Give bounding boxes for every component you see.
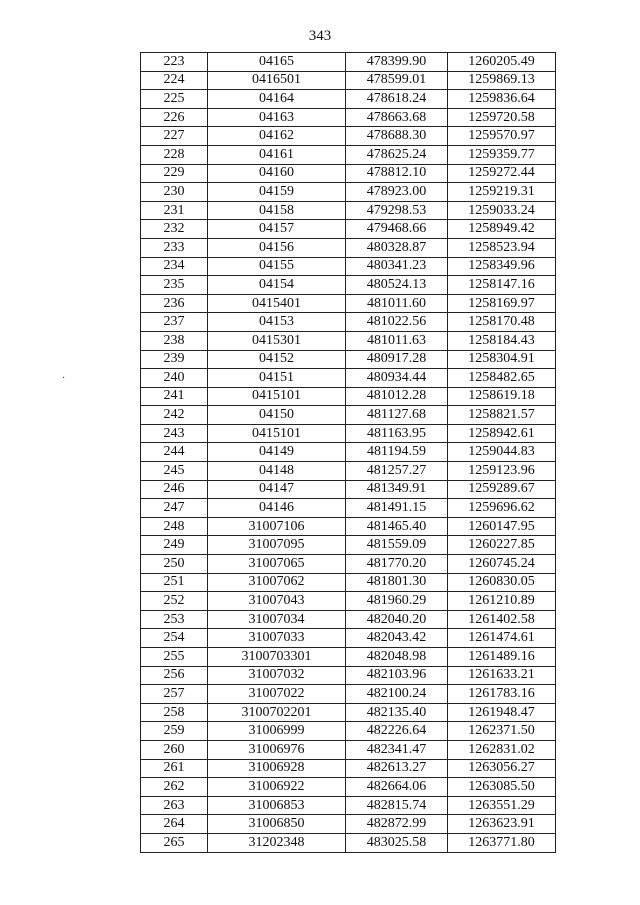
y-coordinate-cell: 1260205.49	[448, 53, 556, 72]
x-coordinate-cell: 481801.30	[346, 573, 448, 592]
x-coordinate-cell: 481022.56	[346, 313, 448, 332]
point-number-cell: 227	[141, 127, 208, 146]
point-number-cell: 232	[141, 220, 208, 239]
table-row	[141, 778, 556, 797]
point-id-cell: 31006999	[208, 722, 346, 741]
x-coordinate-cell: 482040.20	[346, 610, 448, 629]
y-coordinate-cell: 1258349.96	[448, 257, 556, 276]
x-coordinate-cell: 480934.44	[346, 369, 448, 388]
y-coordinate-cell: 1259696.62	[448, 499, 556, 518]
point-id-cell: 04160	[208, 164, 346, 183]
table-row	[141, 53, 556, 72]
table-row	[141, 183, 556, 202]
x-coordinate-cell: 478625.24	[346, 145, 448, 164]
point-id-cell: 04163	[208, 108, 346, 127]
y-coordinate-cell: 1259044.83	[448, 443, 556, 462]
x-coordinate-cell: 482341.47	[346, 740, 448, 759]
point-number-cell: 262	[141, 778, 208, 797]
point-id-cell: 04154	[208, 276, 346, 295]
table-row	[141, 517, 556, 536]
x-coordinate-cell: 481559.09	[346, 536, 448, 555]
point-id-cell: 31006853	[208, 796, 346, 815]
y-coordinate-cell: 1259836.64	[448, 90, 556, 109]
table-row	[141, 276, 556, 295]
x-coordinate-cell: 478399.90	[346, 53, 448, 72]
point-number-cell: 253	[141, 610, 208, 629]
stray-mark: ·	[62, 373, 66, 384]
point-number-cell: 225	[141, 90, 208, 109]
point-number-cell: 258	[141, 703, 208, 722]
table-row	[141, 629, 556, 648]
y-coordinate-cell: 1261489.16	[448, 648, 556, 667]
x-coordinate-cell: 478663.68	[346, 108, 448, 127]
point-id-cell: 0415301	[208, 331, 346, 350]
x-coordinate-cell: 481960.29	[346, 592, 448, 611]
point-id-cell: 04150	[208, 406, 346, 425]
table-row	[141, 480, 556, 499]
table-row	[141, 387, 556, 406]
table-row	[141, 648, 556, 667]
point-number-cell: 231	[141, 201, 208, 220]
x-coordinate-cell: 478618.24	[346, 90, 448, 109]
x-coordinate-cell: 483025.58	[346, 833, 448, 852]
y-coordinate-cell: 1258184.43	[448, 331, 556, 350]
y-coordinate-cell: 1263056.27	[448, 759, 556, 778]
coordinates-table	[140, 52, 556, 853]
y-coordinate-cell: 1258169.97	[448, 294, 556, 313]
point-id-cell: 04147	[208, 480, 346, 499]
x-coordinate-cell: 481011.63	[346, 331, 448, 350]
point-number-cell: 223	[141, 53, 208, 72]
point-number-cell: 234	[141, 257, 208, 276]
point-id-cell: 31007033	[208, 629, 346, 648]
y-coordinate-cell: 1259289.67	[448, 480, 556, 499]
x-coordinate-cell: 481770.20	[346, 555, 448, 574]
y-coordinate-cell: 1258304.91	[448, 350, 556, 369]
point-id-cell: 31202348	[208, 833, 346, 852]
point-number-cell: 261	[141, 759, 208, 778]
point-number-cell: 245	[141, 462, 208, 481]
point-number-cell: 244	[141, 443, 208, 462]
point-id-cell: 04149	[208, 443, 346, 462]
y-coordinate-cell: 1258821.57	[448, 406, 556, 425]
y-coordinate-cell: 1260227.85	[448, 536, 556, 555]
point-id-cell: 0415401	[208, 294, 346, 313]
point-number-cell: 230	[141, 183, 208, 202]
point-id-cell: 04162	[208, 127, 346, 146]
table-row	[141, 257, 556, 276]
x-coordinate-cell: 482048.98	[346, 648, 448, 667]
table-row	[141, 164, 556, 183]
point-number-cell: 237	[141, 313, 208, 332]
y-coordinate-cell: 1260147.95	[448, 517, 556, 536]
point-number-cell: 256	[141, 666, 208, 685]
y-coordinate-cell: 1258482.65	[448, 369, 556, 388]
table-row	[141, 145, 556, 164]
y-coordinate-cell: 1259359.77	[448, 145, 556, 164]
table-row	[141, 443, 556, 462]
point-id-cell: 31007065	[208, 555, 346, 574]
x-coordinate-cell: 482135.40	[346, 703, 448, 722]
point-id-cell: 04146	[208, 499, 346, 518]
table-row	[141, 220, 556, 239]
point-number-cell: 250	[141, 555, 208, 574]
table-row	[141, 722, 556, 741]
point-id-cell: 04157	[208, 220, 346, 239]
table-row	[141, 703, 556, 722]
point-number-cell: 265	[141, 833, 208, 852]
y-coordinate-cell: 1258147.16	[448, 276, 556, 295]
x-coordinate-cell: 478688.30	[346, 127, 448, 146]
y-coordinate-cell: 1261210.89	[448, 592, 556, 611]
point-id-cell: 31007095	[208, 536, 346, 555]
x-coordinate-cell: 480524.13	[346, 276, 448, 295]
x-coordinate-cell: 482613.27	[346, 759, 448, 778]
point-number-cell: 226	[141, 108, 208, 127]
table-row	[141, 796, 556, 815]
point-number-cell: 242	[141, 406, 208, 425]
y-coordinate-cell: 1263551.29	[448, 796, 556, 815]
point-id-cell: 04148	[208, 462, 346, 481]
point-number-cell: 251	[141, 573, 208, 592]
table-row	[141, 610, 556, 629]
table-row	[141, 108, 556, 127]
point-number-cell: 236	[141, 294, 208, 313]
point-id-cell: 31007034	[208, 610, 346, 629]
table-row	[141, 592, 556, 611]
table-row	[141, 666, 556, 685]
table-row	[141, 331, 556, 350]
table-row	[141, 815, 556, 834]
page-number: 343	[308, 28, 332, 44]
point-id-cell: 31007022	[208, 685, 346, 704]
point-number-cell: 243	[141, 424, 208, 443]
point-id-cell: 04156	[208, 238, 346, 257]
x-coordinate-cell: 482226.64	[346, 722, 448, 741]
table-row	[141, 127, 556, 146]
y-coordinate-cell: 1259219.31	[448, 183, 556, 202]
point-id-cell: 04153	[208, 313, 346, 332]
y-coordinate-cell: 1259570.97	[448, 127, 556, 146]
point-number-cell: 247	[141, 499, 208, 518]
point-id-cell: 31006976	[208, 740, 346, 759]
x-coordinate-cell: 480917.28	[346, 350, 448, 369]
x-coordinate-cell: 482043.42	[346, 629, 448, 648]
x-coordinate-cell: 478599.01	[346, 71, 448, 90]
point-id-cell: 31006928	[208, 759, 346, 778]
x-coordinate-cell: 481011.60	[346, 294, 448, 313]
point-number-cell: 246	[141, 480, 208, 499]
point-number-cell: 264	[141, 815, 208, 834]
point-number-cell: 224	[141, 71, 208, 90]
table-row	[141, 740, 556, 759]
table-row	[141, 294, 556, 313]
y-coordinate-cell: 1263771.80	[448, 833, 556, 852]
point-id-cell: 04158	[208, 201, 346, 220]
point-number-cell: 249	[141, 536, 208, 555]
point-id-cell: 04151	[208, 369, 346, 388]
point-number-cell: 263	[141, 796, 208, 815]
x-coordinate-cell: 482664.06	[346, 778, 448, 797]
y-coordinate-cell: 1260745.24	[448, 555, 556, 574]
point-id-cell: 3100703301	[208, 648, 346, 667]
x-coordinate-cell: 478812.10	[346, 164, 448, 183]
point-number-cell: 229	[141, 164, 208, 183]
point-number-cell: 248	[141, 517, 208, 536]
x-coordinate-cell: 482872.99	[346, 815, 448, 834]
point-id-cell: 04165	[208, 53, 346, 72]
coordinates-table-body	[141, 53, 556, 853]
x-coordinate-cell: 480328.87	[346, 238, 448, 257]
y-coordinate-cell: 1258523.94	[448, 238, 556, 257]
x-coordinate-cell: 481465.40	[346, 517, 448, 536]
table-row	[141, 424, 556, 443]
x-coordinate-cell: 481349.91	[346, 480, 448, 499]
y-coordinate-cell: 1261783.16	[448, 685, 556, 704]
table-row	[141, 71, 556, 90]
table-row	[141, 369, 556, 388]
point-number-cell: 260	[141, 740, 208, 759]
x-coordinate-cell: 479468.66	[346, 220, 448, 239]
table-row	[141, 759, 556, 778]
y-coordinate-cell: 1259869.13	[448, 71, 556, 90]
y-coordinate-cell: 1259720.58	[448, 108, 556, 127]
y-coordinate-cell: 1260830.05	[448, 573, 556, 592]
y-coordinate-cell: 1258949.42	[448, 220, 556, 239]
x-coordinate-cell: 481194.59	[346, 443, 448, 462]
point-number-cell: 254	[141, 629, 208, 648]
table-row	[141, 238, 556, 257]
y-coordinate-cell: 1261948.47	[448, 703, 556, 722]
y-coordinate-cell: 1263085.50	[448, 778, 556, 797]
table-row	[141, 350, 556, 369]
point-number-cell: 239	[141, 350, 208, 369]
point-number-cell: 259	[141, 722, 208, 741]
table-row	[141, 462, 556, 481]
table-row	[141, 90, 556, 109]
point-id-cell: 04152	[208, 350, 346, 369]
point-number-cell: 228	[141, 145, 208, 164]
point-number-cell: 238	[141, 331, 208, 350]
point-number-cell: 241	[141, 387, 208, 406]
point-number-cell: 257	[141, 685, 208, 704]
table-row	[141, 833, 556, 852]
table-row	[141, 406, 556, 425]
table-row	[141, 313, 556, 332]
x-coordinate-cell: 481163.95	[346, 424, 448, 443]
y-coordinate-cell: 1261633.21	[448, 666, 556, 685]
y-coordinate-cell: 1258619.18	[448, 387, 556, 406]
y-coordinate-cell: 1259272.44	[448, 164, 556, 183]
x-coordinate-cell: 481127.68	[346, 406, 448, 425]
point-number-cell: 235	[141, 276, 208, 295]
point-id-cell: 04159	[208, 183, 346, 202]
y-coordinate-cell: 1258942.61	[448, 424, 556, 443]
table-row	[141, 685, 556, 704]
y-coordinate-cell: 1259033.24	[448, 201, 556, 220]
y-coordinate-cell: 1262371.50	[448, 722, 556, 741]
point-id-cell: 04155	[208, 257, 346, 276]
x-coordinate-cell: 482100.24	[346, 685, 448, 704]
x-coordinate-cell: 480341.23	[346, 257, 448, 276]
point-id-cell: 31007032	[208, 666, 346, 685]
point-id-cell: 31007062	[208, 573, 346, 592]
point-id-cell: 0415101	[208, 387, 346, 406]
point-number-cell: 255	[141, 648, 208, 667]
x-coordinate-cell: 479298.53	[346, 201, 448, 220]
table-row	[141, 555, 556, 574]
x-coordinate-cell: 478923.00	[346, 183, 448, 202]
y-coordinate-cell: 1261402.58	[448, 610, 556, 629]
y-coordinate-cell: 1258170.48	[448, 313, 556, 332]
point-id-cell: 31007043	[208, 592, 346, 611]
point-id-cell: 0416501	[208, 71, 346, 90]
point-id-cell: 04164	[208, 90, 346, 109]
table-row	[141, 536, 556, 555]
y-coordinate-cell: 1261474.61	[448, 629, 556, 648]
point-id-cell: 04161	[208, 145, 346, 164]
y-coordinate-cell: 1262831.02	[448, 740, 556, 759]
table-row	[141, 573, 556, 592]
point-number-cell: 240	[141, 369, 208, 388]
x-coordinate-cell: 482103.96	[346, 666, 448, 685]
point-number-cell: 233	[141, 238, 208, 257]
y-coordinate-cell: 1259123.96	[448, 462, 556, 481]
point-id-cell: 31007106	[208, 517, 346, 536]
point-number-cell: 252	[141, 592, 208, 611]
x-coordinate-cell: 481491.15	[346, 499, 448, 518]
point-id-cell: 0415101	[208, 424, 346, 443]
x-coordinate-cell: 481257.27	[346, 462, 448, 481]
x-coordinate-cell: 481012.28	[346, 387, 448, 406]
y-coordinate-cell: 1263623.91	[448, 815, 556, 834]
table-row	[141, 201, 556, 220]
point-id-cell: 31006922	[208, 778, 346, 797]
x-coordinate-cell: 482815.74	[346, 796, 448, 815]
point-id-cell: 3100702201	[208, 703, 346, 722]
point-id-cell: 31006850	[208, 815, 346, 834]
table-row	[141, 499, 556, 518]
